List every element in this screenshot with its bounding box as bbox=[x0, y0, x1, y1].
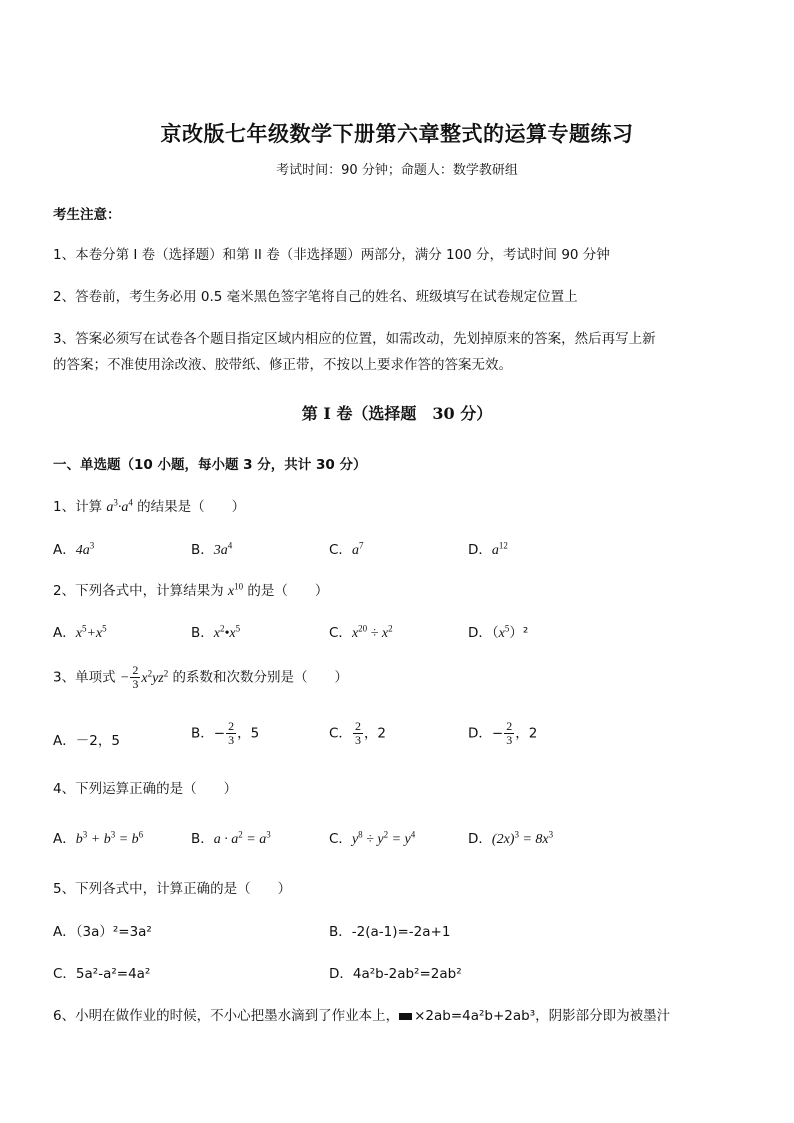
notice-item-3-line-2: 的答案；不准使用涂改液、胶带纸、修正带，不按以上要求作答的答案无效。 bbox=[53, 357, 512, 373]
page-title: 京改版七年级数学下册第六章整式的运算专题练习 bbox=[160, 121, 634, 146]
q3-option-c[interactable]: C． $\frac{2}{3}$ ，2 bbox=[329, 719, 387, 747]
q4-option-d[interactable]: D．$(2x)^3 = 8x^3$ bbox=[468, 829, 554, 847]
q5-option-b[interactable]: B．-2(a-1)=-2a+1 bbox=[329, 924, 451, 940]
q5-option-c[interactable]: C．5a²-a²=4a² bbox=[53, 966, 151, 982]
question-3: 3、单项式 − $\frac{2}{3}$ $x^2yz^2$ 的系数和次数分别是（ ） bbox=[53, 663, 349, 691]
notice-item-2: 2、答卷前，考生务必用 0.5 毫米黑色签字笔将自己的姓名、班级填写在试卷规定位置上 bbox=[53, 289, 578, 305]
question-6: 6、小明在做作业的时候，不小心把墨水滴到了作业本上， ×2ab=4a²b+2ab³，阴影部分即为被墨汁 bbox=[53, 1008, 671, 1024]
q1-option-a[interactable]: A．$4a^3$ bbox=[53, 540, 95, 558]
q1-option-b[interactable]: B．$3a^4$ bbox=[191, 540, 233, 558]
q2-option-a[interactable]: A．$x^5+x^5$ bbox=[53, 623, 107, 641]
question-5: 5、下列各式中，计算正确的是（ ） bbox=[53, 881, 292, 897]
ink-blot-mark bbox=[399, 1013, 412, 1020]
question-1 bbox=[53, 495, 245, 516]
q2-option-d[interactable]: D．$(x^5)^2$ bbox=[468, 623, 529, 641]
q3-option-b[interactable]: B．− $\frac{2}{3}$ ，5 bbox=[191, 719, 260, 747]
q2-option-c[interactable]: C．$x^{20} \div x^2$ bbox=[329, 623, 393, 641]
q4-option-b[interactable]: B．$a \cdot a^2 = a^3$ bbox=[191, 829, 271, 847]
exam-subtitle: 考试时间：90 分钟；命题人：数学教研组 bbox=[276, 163, 518, 178]
question-4: 4、下列运算正确的是（ ） bbox=[53, 781, 238, 797]
notice-item-3-line-1: 3、答案必须写在试卷各个题目指定区域内相应的位置，如需改动，先划掉原来的答案，然后再写上新 bbox=[53, 331, 656, 347]
q1-option-c[interactable]: C．$a^7$ bbox=[329, 540, 364, 558]
q5-option-d[interactable]: D．4a²b-2ab²=2ab² bbox=[329, 966, 462, 982]
notice-item-1: 1、本卷分第 I 卷（选择题）和第 II 卷（非选择题）两部分，满分 100 分，考试时间 90 分钟 bbox=[53, 247, 610, 263]
notice-heading: 考生注意： bbox=[53, 207, 121, 223]
question-1-suffix: 的结果是（ ） bbox=[132, 499, 246, 515]
section-title: 第 I 卷（选择题 30 分） bbox=[301, 404, 493, 423]
q5-option-a[interactable]: A．（3a）²=3a² bbox=[53, 924, 152, 940]
q4-option-c[interactable]: C．$y^8 \div y^2 = y^4$ bbox=[329, 829, 416, 847]
q2-option-b[interactable]: B．$x^2•x^5$ bbox=[191, 623, 241, 641]
q4-option-a[interactable]: A．$b^3 + b^3 = b^6$ bbox=[53, 829, 144, 847]
question-1-prefix: 1、计算 bbox=[53, 499, 107, 515]
part-heading: 一、单选题（10 小题，每小题 3 分，共计 30 分） bbox=[53, 457, 367, 473]
q3-option-a[interactable]: A．－2，5 bbox=[53, 733, 120, 749]
question-1-formula: $a^3\cdot a^4$ bbox=[106, 497, 133, 515]
question-2: 2、下列各式中，计算结果为 $x^{10}$ 的是（ ） bbox=[53, 581, 329, 599]
q3-option-d[interactable]: D．− $\frac{2}{3}$ ，2 bbox=[468, 719, 538, 747]
q1-option-d[interactable]: D．$a^{12}$ bbox=[468, 540, 508, 558]
